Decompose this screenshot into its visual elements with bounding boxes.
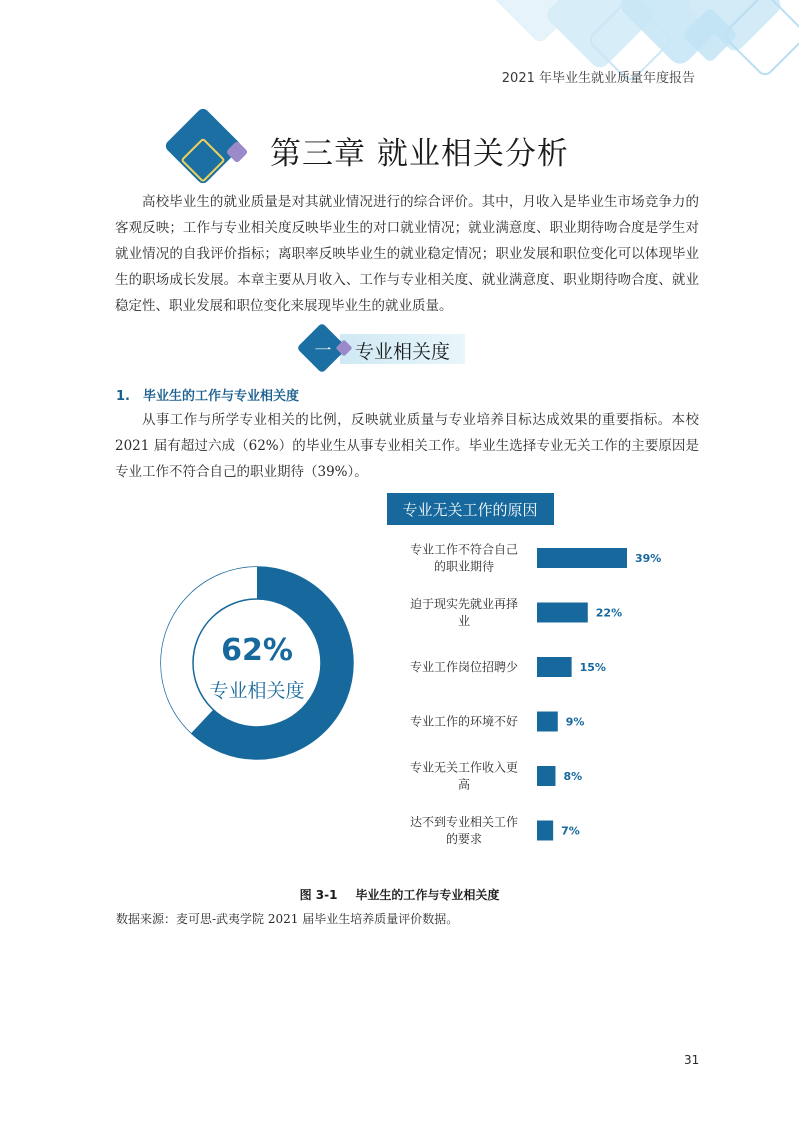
subsection-number: 1. xyxy=(116,389,130,404)
bar-value-label-3: 15% xyxy=(579,661,606,674)
donut-center-value: 62% xyxy=(221,633,293,668)
bar-1 xyxy=(537,548,627,568)
bar-category-label-2: 迫于现实先就业再择 xyxy=(409,597,519,611)
bar-3 xyxy=(537,657,572,677)
bar-4 xyxy=(537,712,558,732)
donut-center-label: 专业相关度 xyxy=(209,680,305,702)
bar-chart-title: 专业无关工作的原因 xyxy=(402,501,538,519)
bar-6 xyxy=(537,821,553,841)
section-number: 一 xyxy=(314,341,332,361)
bar-category-label-2: 业 xyxy=(457,614,471,628)
chapter-title: 第三章 就业相关分析 xyxy=(270,136,569,172)
bar-value-label-2: 22% xyxy=(595,606,623,620)
bar-category-label-1: 的职业期待 xyxy=(433,559,495,574)
header-decoration xyxy=(0,0,799,110)
bar-category-label-6: 的要求 xyxy=(445,832,483,846)
bar-value-label-5: 8% xyxy=(563,770,583,783)
bar-category-label-1: 专业工作不符合自己 xyxy=(409,542,519,557)
running-head: 2021 年毕业生就业质量年度报告 xyxy=(501,71,695,86)
intro-paragraph: 高校毕业生的就业质量是对其就业情况进行的综合评价。其中，月收入是毕业生市场竞争力的客观反映；工作与专业相关度反映毕业生的对口就业情况；就业满意度、职业期待吻合度是学生对就业情况的自我评价指标；离职率反映毕业生的就业稳定情况；职业发展和职位变化可以体现毕业生的职场成长发展。本章主要从月收入、工作与专业相关度、就业满意度、职业期待吻合度、就业稳定性、职业发展和职位变化来展现毕业生的就业质量。 xyxy=(115,194,699,314)
page-number: 31 xyxy=(684,1053,700,1067)
bar-category-label-5: 专业无关工作收入更 xyxy=(409,760,519,775)
presentation-icon xyxy=(180,138,225,183)
bar-value-label-1: 39% xyxy=(635,552,662,565)
bar-value-label-6: 7% xyxy=(561,824,580,838)
bar-category-label-5: 高 xyxy=(457,777,471,792)
bar-category-label-4: 专业工作的环境不好 xyxy=(409,714,519,729)
section-banner xyxy=(300,328,465,370)
bar-category-label-3: 专业工作岗位招聘少 xyxy=(409,660,519,674)
figure-number: 图 3-1 xyxy=(299,888,338,902)
bar-2 xyxy=(537,603,588,623)
subsection-heading xyxy=(116,385,299,404)
chapter-heading xyxy=(167,110,587,190)
subsection-title: 毕业生的工作与专业相关度 xyxy=(143,389,300,404)
figure-chart xyxy=(150,493,710,873)
figure-caption xyxy=(0,886,799,903)
figure-caption-text: 毕业生的工作与专业相关度 xyxy=(355,888,500,902)
source-note: 数据来源：麦可思-武夷学院 2021 届毕业生培养质量评价数据。 xyxy=(116,912,459,926)
bar-category-label-6: 达不到专业相关工作 xyxy=(409,815,519,829)
body-paragraph: 从事工作与所学专业相关的比例，反映就业质量与专业培养目标达成效果的重要指标。本校 2021 届有超过六成（62%）的毕业生从事专业相关工作。毕业生选择专业无关工作的主要原因是专业工作不符合自己的职业期待（39%）。 xyxy=(115,412,699,480)
section-title: 专业相关度 xyxy=(355,341,451,363)
bar-5 xyxy=(537,766,555,786)
bar-value-label-4: 9% xyxy=(565,715,585,729)
